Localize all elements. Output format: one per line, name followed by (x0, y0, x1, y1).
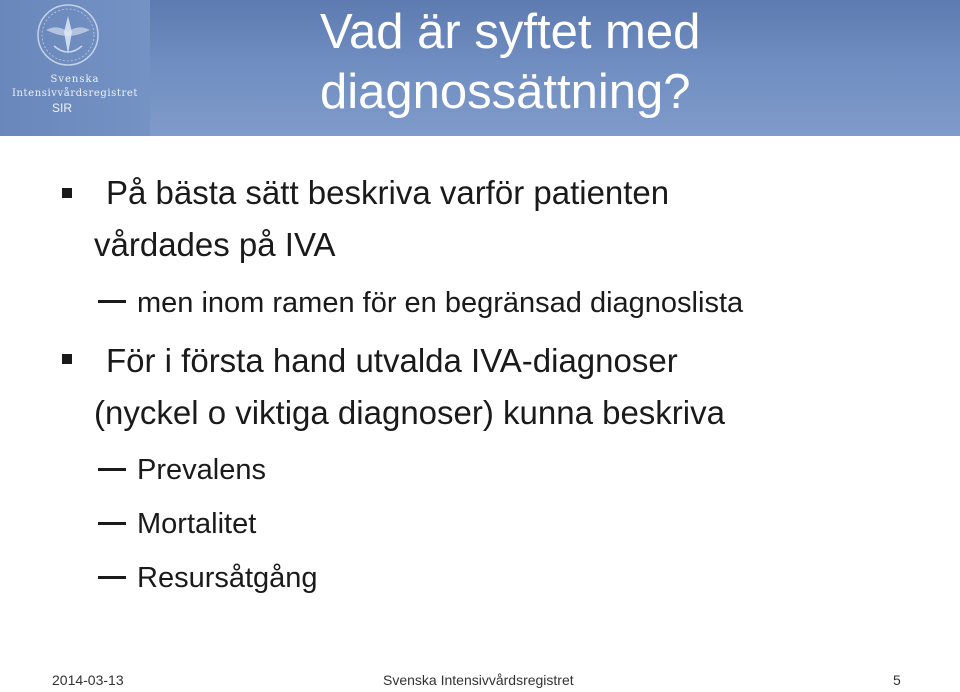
logo-text-sir: SIR (51, 101, 72, 115)
bullet-square-icon (62, 354, 72, 364)
sub-bullet-2-1: Prevalens (137, 454, 266, 486)
sub-bullet-dash-icon (98, 468, 126, 471)
sir-logo (0, 0, 150, 136)
sub-bullet-2-3: Resursåtgång (137, 562, 318, 594)
sub-bullet-dash-icon (98, 300, 126, 303)
bullet-2-line-2: (nyckel o viktiga diagnoser) kunna beskriva (94, 394, 725, 431)
bullet-1-line-2: vårdades på IVA (94, 226, 336, 263)
sub-bullet-2-2: Mortalitet (137, 508, 257, 540)
bullet-1-line-1: På bästa sätt beskriva varför patienten (106, 174, 670, 211)
footer-page-number: 5 (893, 672, 901, 688)
sub-bullet-dash-icon (98, 522, 126, 525)
sub-bullet-dash-icon (98, 576, 126, 579)
slide-header (0, 0, 960, 136)
logo-text-registry: Intensivvårdsregistret (11, 88, 139, 99)
slide-title-line1: Vad är syftet med (320, 5, 701, 59)
bullet-square-icon (62, 188, 72, 198)
sub-bullet-1-1: men inom ramen för en begränsad diagnoslista (137, 287, 744, 319)
footer-organization: Svenska Intensivvårdsregistret (383, 672, 574, 688)
logo-text-svenska: Svenska (50, 74, 100, 85)
sir-emblem-icon (26, 2, 110, 72)
slide-title (320, 2, 940, 122)
bullet-2-line-1: För i första hand utvalda IVA-diagnoser (106, 342, 678, 379)
footer-date: 2014-03-13 (52, 672, 124, 688)
slide-title-line2: diagnossättning? (320, 65, 691, 119)
